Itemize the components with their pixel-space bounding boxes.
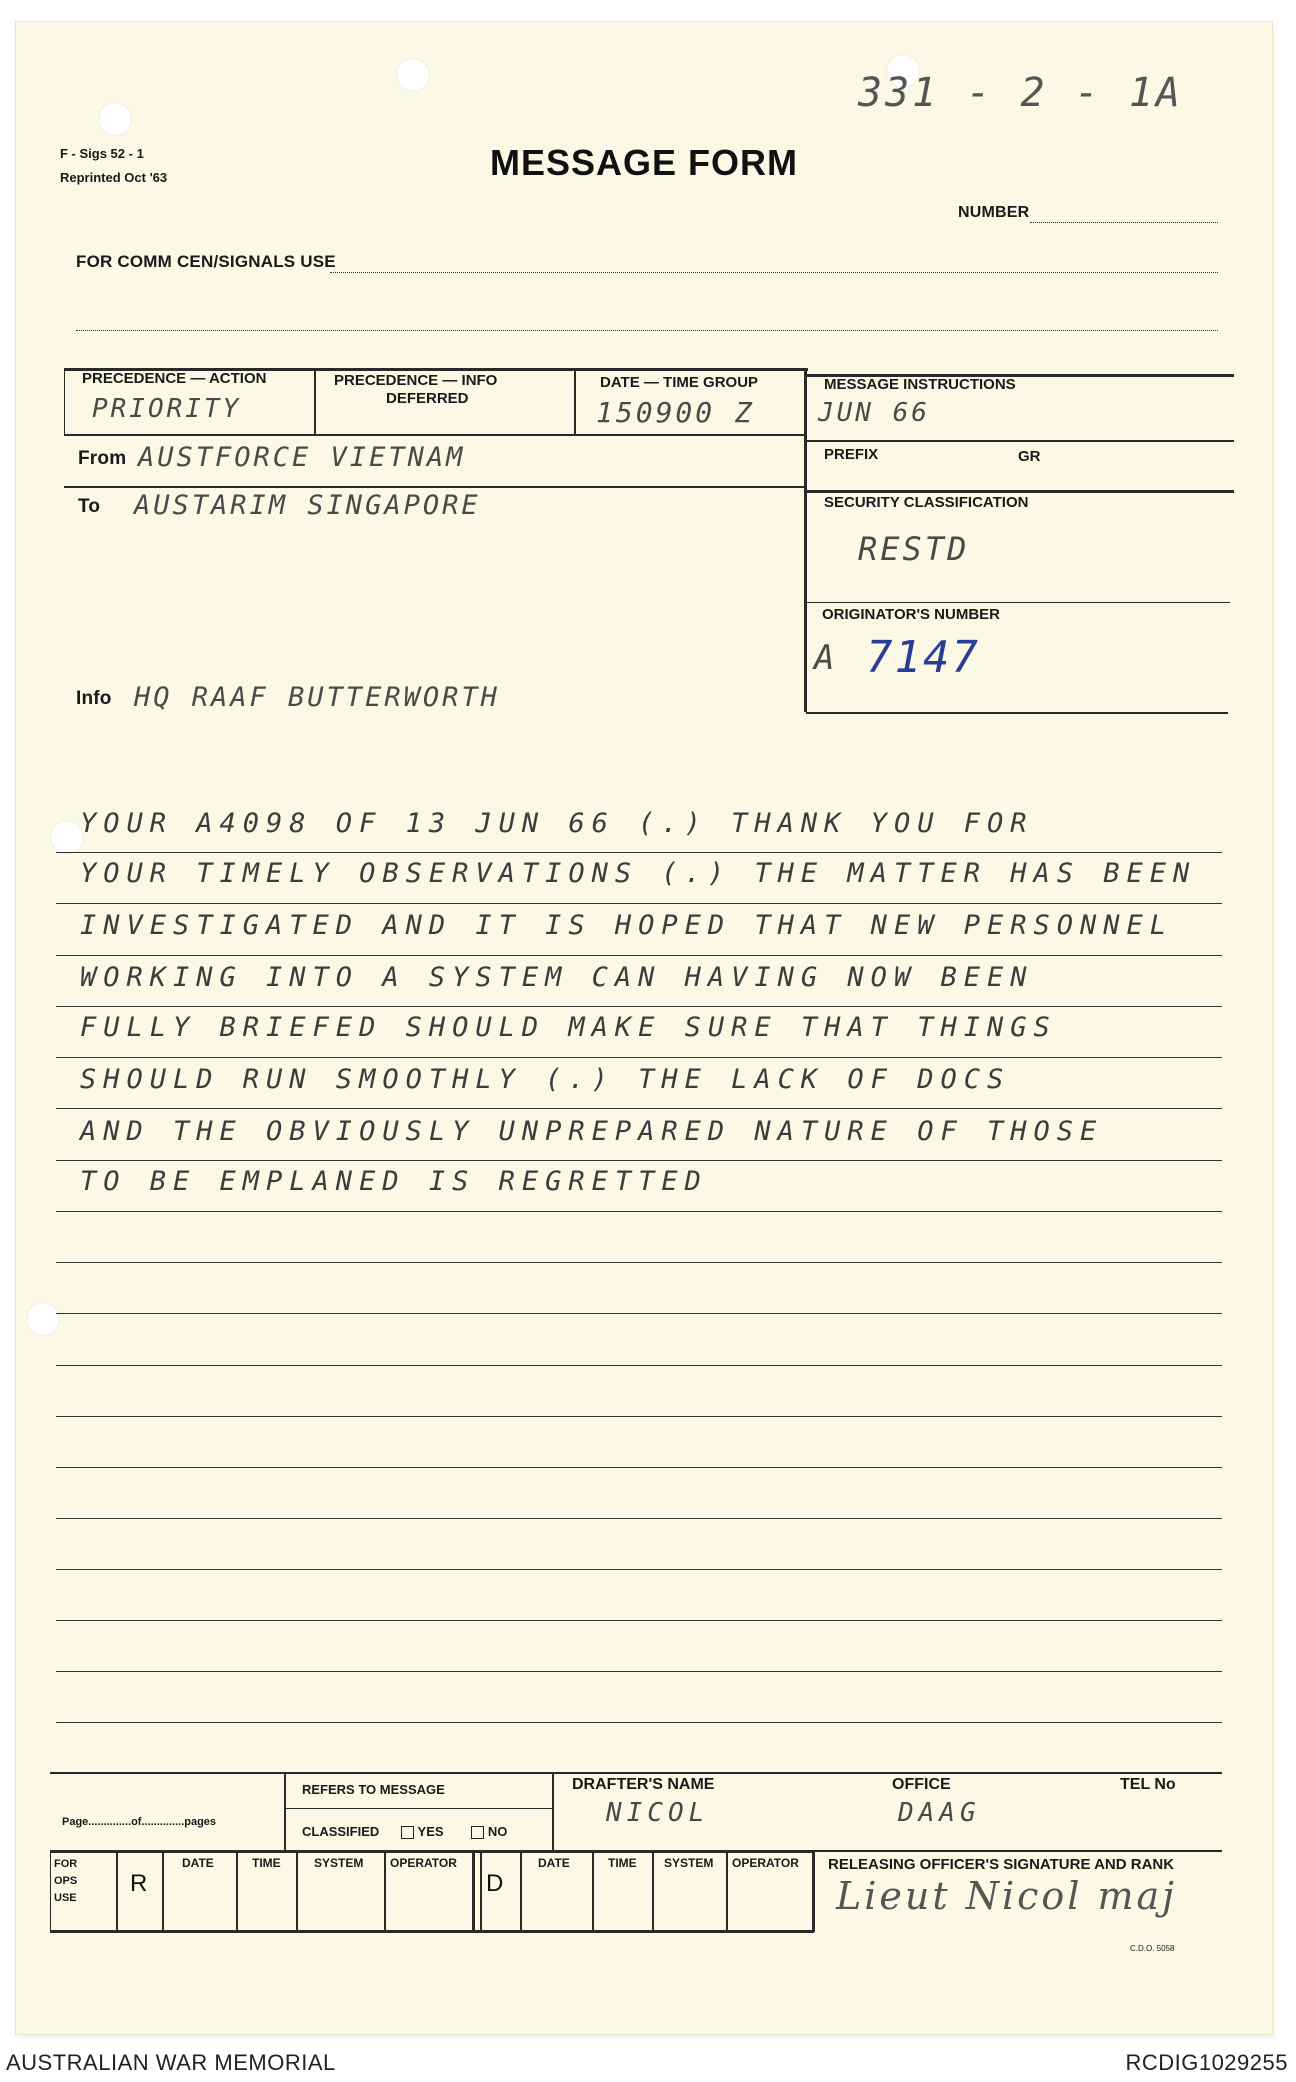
form-title: MESSAGE FORM (490, 142, 799, 183)
number-label: NUMBER (958, 204, 1030, 221)
divider (314, 368, 316, 434)
office-value[interactable]: DAAG (898, 1798, 981, 1828)
originator-prefix: A (814, 638, 839, 678)
file-reference: 331 - 2 - 1A (858, 70, 1183, 116)
col-operator-label-2: OPERATOR (732, 1856, 799, 1870)
divider (64, 368, 65, 434)
releasing-officer-signature[interactable]: Lieut Nicol maj (836, 1874, 1177, 1918)
message-rule (56, 1518, 1222, 1519)
prefix-label: PREFIX (824, 446, 879, 463)
punch-hole (50, 820, 84, 854)
divider (284, 1772, 286, 1850)
classified-label (302, 1824, 507, 1839)
info-value[interactable]: HQ RAAF BUTTERWORTH (134, 682, 500, 713)
divider (50, 1850, 51, 1930)
divider (812, 1850, 815, 1932)
d-marker: D (486, 1870, 504, 1897)
message-rule (56, 1569, 1222, 1570)
ops-top-line-right (812, 1850, 1222, 1852)
reprinted-date: Reprinted Oct '63 (60, 170, 168, 185)
office-label: OFFICE (892, 1776, 951, 1793)
col-system-label: SYSTEM (314, 1856, 364, 1870)
col-date-label: DATE (182, 1856, 214, 1870)
tel-no-label: TEL No (1120, 1776, 1176, 1793)
for-ops-use-label: FOR OPS USE (54, 1858, 78, 1904)
print-code: C.D.O. 5058 (1130, 1944, 1175, 1953)
classified-no-checkbox[interactable] (471, 1826, 484, 1839)
drafters-name-label: DRAFTER'S NAME (572, 1776, 715, 1793)
row-line (64, 434, 806, 436)
classified-text: CLASSIFIED (302, 1824, 380, 1839)
row-line (806, 602, 1230, 603)
comm-cen-field-2[interactable] (76, 330, 1218, 331)
message-line: SHOULD RUN SMOOTHLY (.) THE LACK OF DOCS (80, 1064, 1011, 1095)
message-rule (56, 1108, 1222, 1109)
yes-label: YES (417, 1824, 444, 1839)
dtg-value[interactable]: 150900 Z (596, 396, 755, 429)
ops-top-line (50, 1850, 812, 1853)
r-marker: R (130, 1870, 148, 1897)
message-line: AND THE OBVIOUSLY UNPREPARED NATURE OF THOSE (80, 1116, 1104, 1147)
originator-number-label: ORIGINATOR'S NUMBER (822, 606, 1001, 623)
page-count-label: Page..............of..............pages (62, 1816, 217, 1828)
message-rule (56, 1211, 1222, 1212)
divider (726, 1850, 728, 1930)
message-rule (56, 1620, 1222, 1621)
divider (296, 1850, 298, 1930)
divider (574, 368, 576, 434)
message-line: YOUR A4098 OF 13 JUN 66 (.) THANK YOU FOR (80, 808, 1034, 839)
divider (480, 1850, 482, 1930)
comm-cen-label: FOR COMM CEN/SIGNALS USE (76, 252, 336, 271)
from-value[interactable]: AUSTFORCE VIETNAM (138, 442, 466, 473)
ops-bottom-line (50, 1930, 814, 1933)
archive-id: RCDIG1029255 (1125, 2050, 1288, 2075)
divider (552, 1772, 554, 1850)
releasing-officer-label: RELEASING OFFICER'S SIGNATURE AND RANK (828, 1856, 1175, 1873)
drafters-name-value[interactable]: NICOL (606, 1798, 710, 1828)
gr-label: GR (1018, 448, 1041, 465)
divider (116, 1850, 118, 1930)
message-line: INVESTIGATED AND IT IS HOPED THAT NEW PERSONNEL (80, 910, 1174, 941)
message-rule (56, 1722, 1222, 1723)
message-line: TO BE EMPLANED IS REGRETTED (80, 1166, 708, 1197)
message-rule (56, 852, 1222, 853)
footer-top-line (50, 1772, 1222, 1774)
row-line (806, 712, 1228, 714)
divider (472, 1850, 475, 1930)
message-rule (56, 903, 1222, 904)
message-rule (56, 1313, 1222, 1314)
to-value[interactable]: AUSTARIM SINGAPORE (134, 490, 481, 521)
divider (384, 1850, 386, 1930)
info-label: Info (76, 688, 112, 709)
number-field[interactable] (1030, 222, 1218, 223)
message-line: FULLY BRIEFED SHOULD MAKE SURE THAT THINGS (80, 1012, 1057, 1043)
precedence-info-label: PRECEDENCE — INFO (334, 372, 498, 389)
col-operator-label: OPERATOR (390, 1856, 457, 1870)
security-classification-value[interactable]: RESTD (858, 530, 970, 568)
message-instructions-label: MESSAGE INSTRUCTIONS (824, 376, 1016, 393)
col-time-label-2: TIME (608, 1856, 637, 1870)
col-system-label-2: SYSTEM (664, 1856, 714, 1870)
message-line: WORKING INTO A SYSTEM CAN HAVING NOW BEEN (80, 962, 1034, 993)
col-time-label: TIME (252, 1856, 281, 1870)
divider (162, 1850, 164, 1930)
message-instructions-value[interactable]: JUN 66 (818, 398, 930, 428)
divider (592, 1850, 594, 1930)
message-rule (56, 1467, 1222, 1468)
punch-hole (98, 102, 132, 136)
divider (652, 1850, 654, 1930)
no-label: NO (487, 1824, 508, 1839)
message-rule (56, 1160, 1222, 1161)
divider (236, 1850, 238, 1930)
punch-hole (396, 58, 430, 92)
comm-cen-field[interactable] (330, 272, 1218, 273)
col-date-label-2: DATE (538, 1856, 570, 1870)
row-line (284, 1808, 552, 1809)
message-rule (56, 1416, 1222, 1417)
refers-to-message-label: REFERS TO MESSAGE (302, 1782, 445, 1797)
row-line (806, 490, 1234, 493)
security-classification-label: SECURITY CLASSIFICATION (824, 494, 1029, 511)
precedence-info-deferred: DEFERRED (386, 390, 469, 407)
divider (804, 368, 807, 712)
message-rule (56, 1262, 1222, 1263)
from-label: From (78, 448, 127, 469)
originator-number-value[interactable]: 7147 (866, 632, 980, 683)
punch-hole (26, 1302, 60, 1336)
row-line (64, 486, 806, 488)
message-rule (56, 1057, 1222, 1058)
message-rule (56, 1671, 1222, 1672)
message-rule (56, 1006, 1222, 1007)
message-line: YOUR TIMELY OBSERVATIONS (.) THE MATTER HAS BEEN (80, 858, 1197, 889)
row-line (806, 440, 1234, 442)
dtg-label: DATE — TIME GROUP (600, 374, 759, 391)
precedence-action-label: PRECEDENCE — ACTION (82, 370, 267, 387)
archive-source: AUSTRALIAN WAR MEMORIAL (6, 2050, 336, 2075)
divider (520, 1850, 522, 1930)
form-id: F - Sigs 52 - 1 (60, 146, 144, 161)
message-rule (56, 955, 1222, 956)
precedence-action-value[interactable]: PRIORITY (92, 394, 242, 424)
to-label: To (78, 496, 101, 517)
classified-yes-checkbox[interactable] (401, 1826, 414, 1839)
message-rule (56, 1365, 1222, 1366)
